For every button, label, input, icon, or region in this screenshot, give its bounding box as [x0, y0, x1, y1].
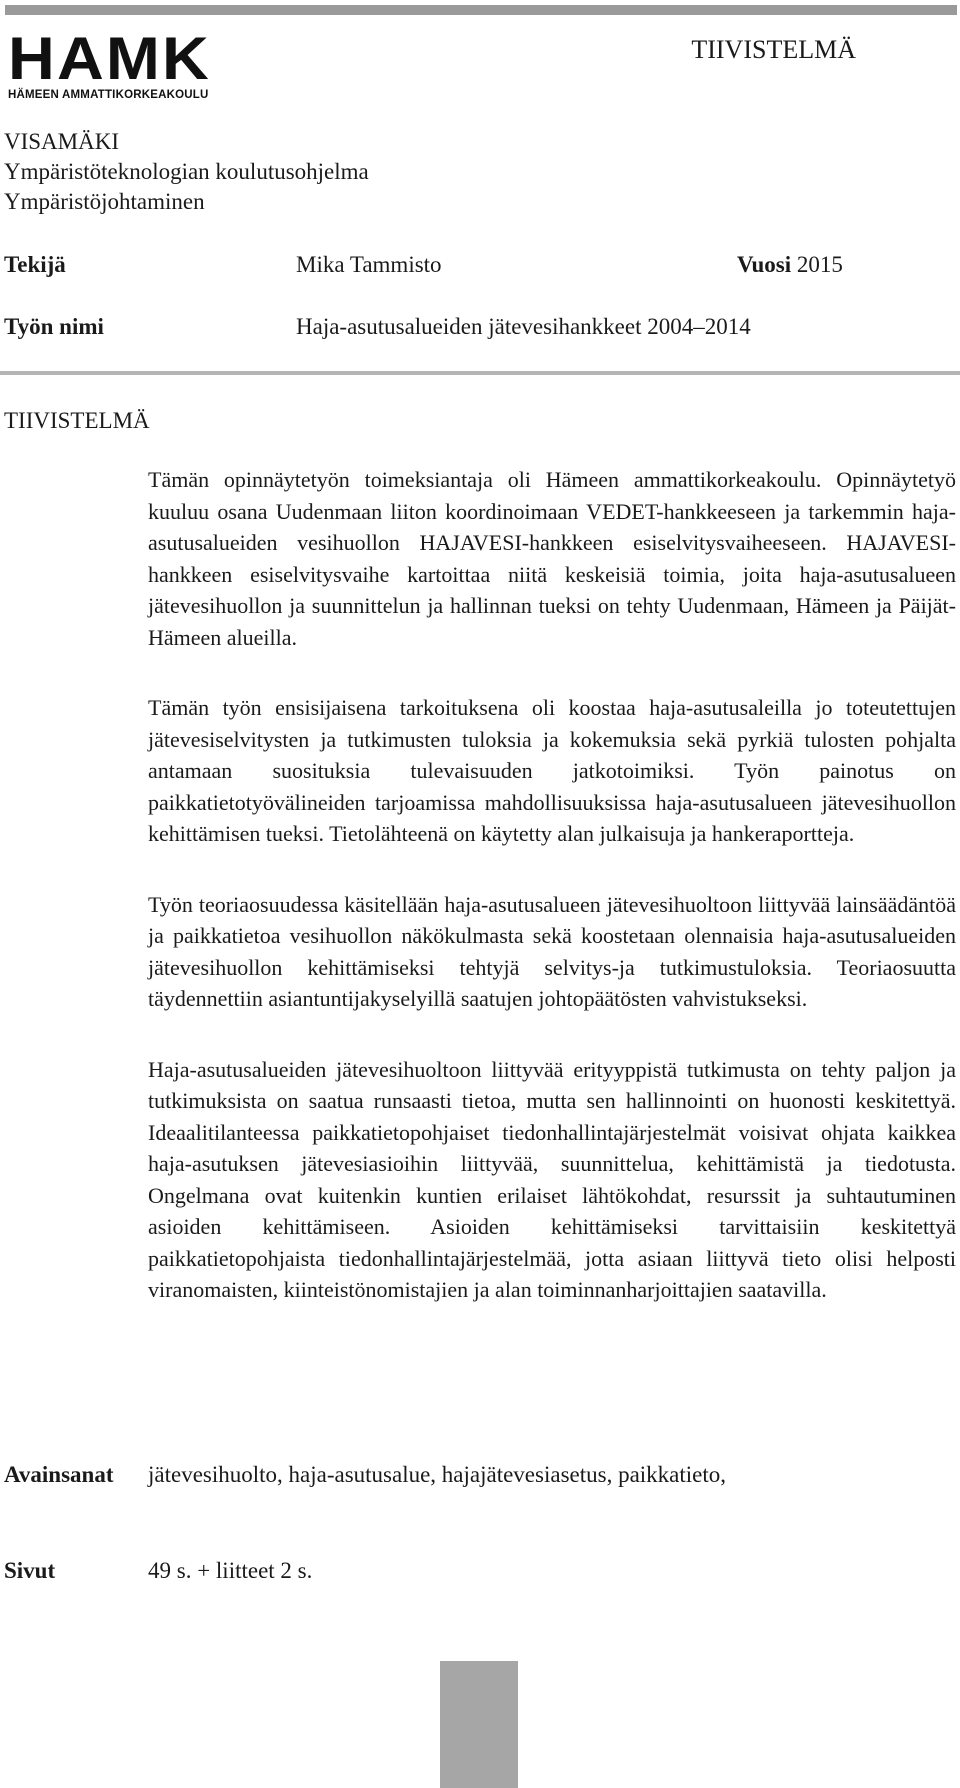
pages-label: Sivut — [4, 1558, 56, 1583]
author-row — [4, 252, 843, 278]
abstract-body — [148, 464, 956, 1345]
title-label: Työn nimi — [4, 314, 104, 339]
pages-row — [4, 1558, 313, 1584]
hamk-logo — [8, 25, 244, 101]
specialisation: Ympäristöjohtaminen — [4, 189, 205, 214]
campus-name: VISAMÄKI — [4, 129, 119, 154]
author-name: Mika Tammisto — [296, 252, 442, 277]
abstract-paragraph: Haja-asutusalueiden jätevesihuoltoon liittyvää erityyppistä tutkimusta on tehty paljon ja tutkimuksista on saatua runsaasti tietoa, mutta sen hallinnointi on huonosti keskitettyä. Ideaalitilanteessa paikkatietopohjaiset tiedonhallintajärjestelmät voisivat ohjata kaikkea haja-asutuksen jätevesiasioihin liittyvää, suunnittelua, kehittämistä ja tiedotusta. Ongelmana ovat kuitenkin kuntien erilaiset lähtökohdat, resurssit ja suhtautuminen asioiden kehittämiseen. Asioiden kehittämiseksi tarvittaisiin keskitettyä paikkatietopohjaista tiedonhallintajärjestelmää, jotta asiaan liittyvä tieto olisi helposti viranomaisten, kiinteistönomistajien ja alan toiminnanharjoittajien saatavilla. — [148, 1056, 956, 1302]
unit-info — [4, 127, 369, 217]
footer-block — [440, 1661, 518, 1788]
keywords-value: jätevesihuolto, haja-asutusalue, hajajätevesiasetus, paikkatieto, — [148, 1462, 726, 1487]
logo-subtitle: HÄMEEN AMMATTIKORKEAKOULU — [8, 89, 209, 101]
abstract-paragraph: Työn teoriaosuudessa käsitellään haja-asutusalueen jätevesihuoltoon liittyvää lainsäädäntöä ja paikkatietoa vesihuollon näkökulmasta sekä koostetaan olennaisia haja-asutusalueiden jätevesihuollon kehittämiseksi tehtyjä selvitys-ja tutkimustuloksia. Teoriaosuutta täydennettiin asiantuntijakyselyillä saatujen johtopäätösten vahvistukseksi. — [148, 891, 956, 1011]
section-divider — [0, 371, 960, 375]
abstract-heading: TIIVISTELMÄ — [4, 408, 150, 433]
document-type: TIIVISTELMÄ — [691, 35, 856, 64]
header-rule — [5, 5, 957, 15]
degree-programme: Ympäristöteknologian koulutusohjelma — [4, 159, 369, 184]
keywords-row — [4, 1462, 726, 1488]
thesis-title: Haja-asutusalueiden jätevesihankkeet 2004–2014 — [296, 314, 751, 339]
abstract-paragraph: Tämän työn ensisijaisena tarkoituksena oli koostaa haja-asutusaleilla jo toteutettujen jätevesiselvitysten ja tutkimusten tuloksia ja kokemuksia sekä pyrkiä tulosten pohjalta antamaan suosituksia tulevaisuuden jatkotoimiksi. Työn painotus on paikkatietotyövälineiden tarjoamissa mahdollisuuksissa haja-asutusalueen jätevesihuollon kehittämisen tueksi. Tietolähteenä on käytetty alan julkaisuja ja hankeraportteja. — [148, 695, 956, 846]
keywords-label: Avainsanat — [4, 1462, 114, 1487]
author-label: Tekijä — [4, 252, 66, 277]
year-value: 2015 — [796, 252, 843, 277]
year-label: Vuosi — [737, 252, 792, 277]
logo-wordmark: HAMK — [8, 25, 212, 92]
pages-value: 49 s. + liitteet 2 s. — [148, 1558, 313, 1583]
abstract-paragraph: Tämän opinnäytetyön toimeksiantaja oli Hämeen ammattikorkeakoulu. Opinnäytetyö kuuluu osana Uudenmaan liiton koordinoimaan VEDET-hankkeeseen ja tarkemmin haja-asutusalueiden vesihuollon HAJAVESI-hankkeen esiselvitysvaiheeseen. HAJAVESI-hankkeen esiselvitysvaihe kartoittaa niitä keskeisiä toimia, joita haja-asutusalueen jätevesihuollon ja suunnittelun ja hallinnan tueksi on tehty Uudenmaan, Hämeen ja Päijät-Hämeen alueilla. — [148, 467, 956, 650]
title-row — [4, 314, 751, 340]
year-field — [737, 252, 843, 278]
